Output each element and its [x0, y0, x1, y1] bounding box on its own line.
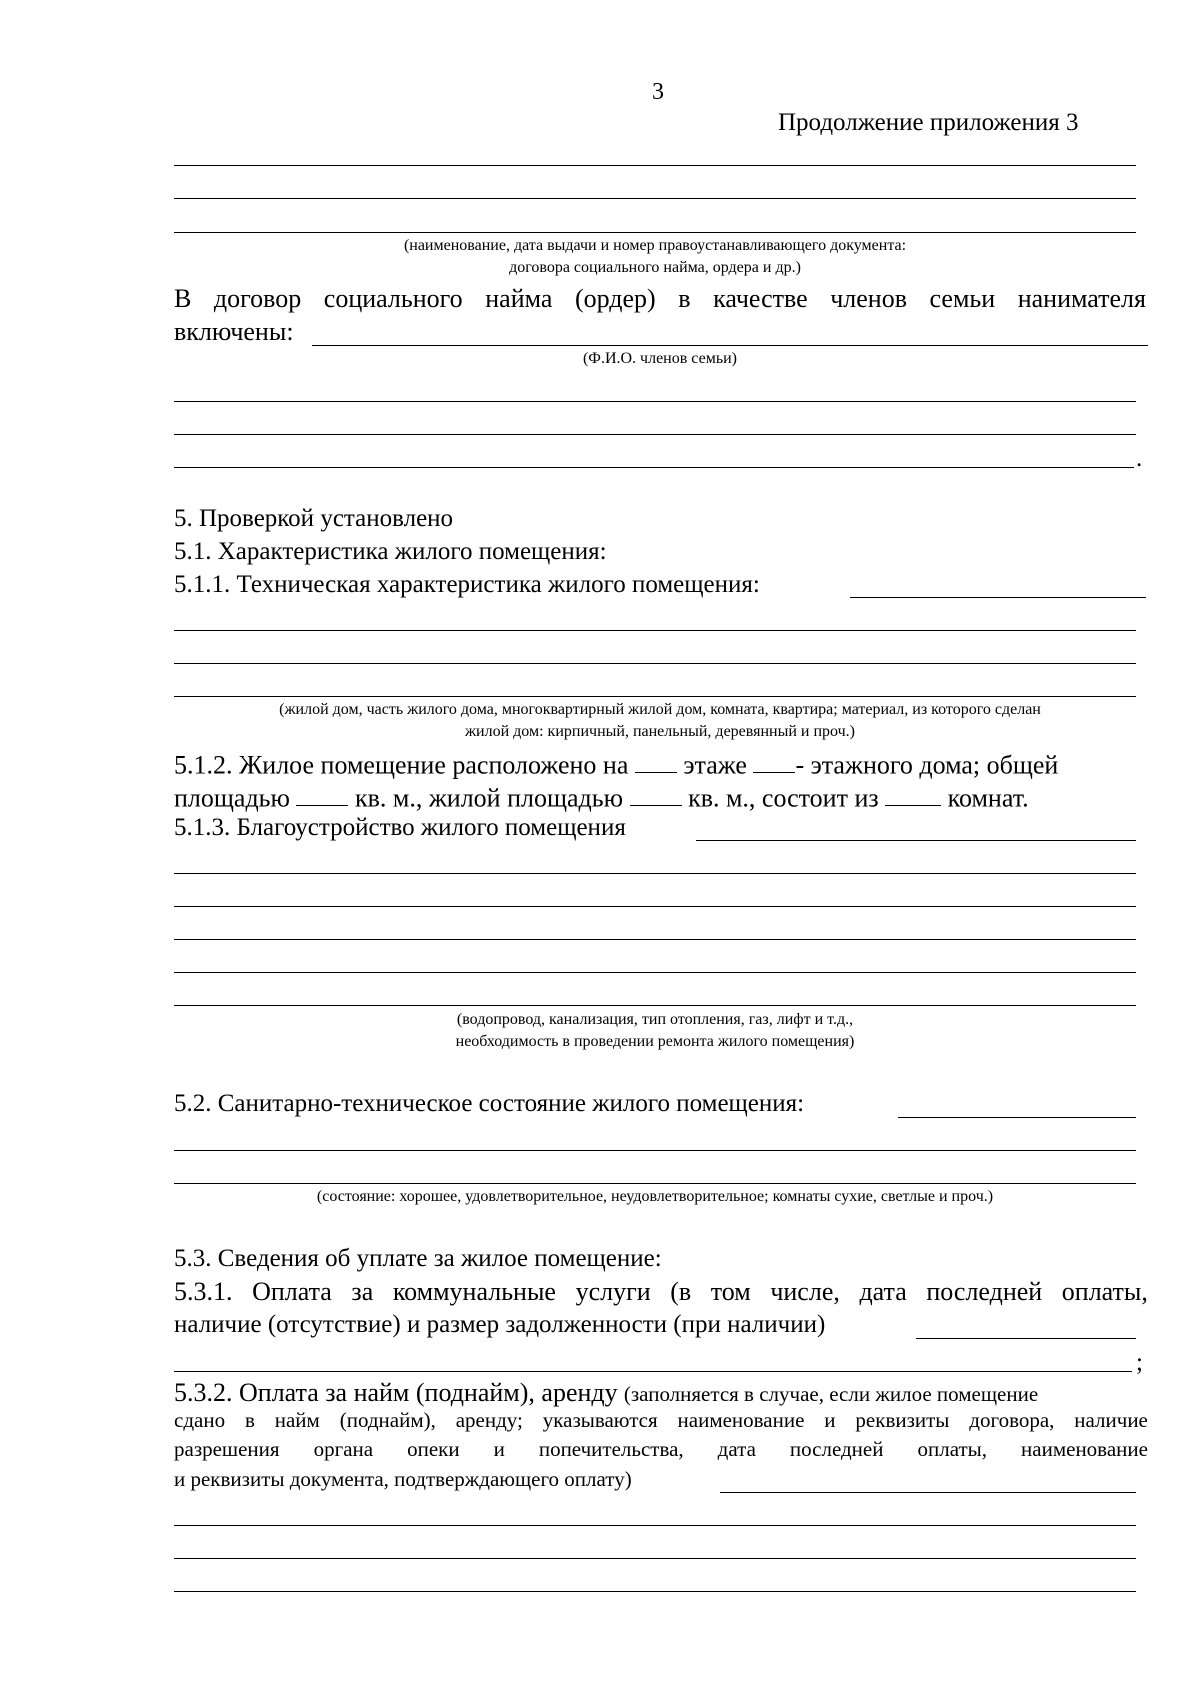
fill-line [174, 630, 1136, 631]
amenities-caption-line1: (водопровод, канализация, тип отопления, газ, лифт и т.д., [456, 1011, 854, 1028]
fill-line [174, 232, 1136, 233]
fill-line [174, 467, 1134, 468]
document-caption-line1: (наименование, дата выдачи и номер правоустанавливающего документа: [403, 237, 907, 254]
fill-line [174, 1558, 1136, 1559]
fill-line [850, 597, 1146, 598]
section5-2-title: 5.2. Санитарно-техническое состояние жилого помещения: [174, 1090, 805, 1117]
section5-3-1-line1: 5.3.1. Оплата за коммунальные услуги (в том числе, дата последней оплаты, [174, 1277, 1148, 1306]
fill-line [312, 345, 1148, 346]
fill-line [174, 906, 1136, 907]
section5-3-2-line2: сдано в найм (поднайм), аренду; указываются наименование и реквизиты договора, наличие [174, 1408, 1148, 1432]
fill-line [174, 696, 1136, 697]
fill-line [174, 165, 1136, 166]
section5-title: 5. Проверкой установлено [174, 505, 454, 532]
total-area-blank [296, 782, 348, 806]
end-period: . [1136, 445, 1143, 472]
included-label: включены: [174, 317, 294, 346]
fill-line [696, 840, 1136, 841]
section5-1-2-line1: 5.1.2. Жилое помещение расположено на этаже - этажного дома; общей [174, 750, 1059, 780]
fill-line [174, 1371, 1132, 1372]
end-semicolon: ; [1136, 1349, 1143, 1376]
floors-total-blank [753, 749, 795, 773]
fill-line [174, 1591, 1136, 1592]
section5-1-2-line2: площадью кв. м., жилой площадью кв. м., состоит из комнат. [174, 783, 1029, 813]
family-caption: (Ф.И.О. членов семьи) [582, 350, 738, 367]
fill-line [174, 1150, 1136, 1151]
technical-caption-line2: жилой дом: кирпичный, панельный, деревянный и проч.) [464, 723, 855, 740]
fill-line [174, 663, 1136, 664]
family-intro-line: В договор социального найма (ордер) в качестве членов семьи нанимателя [174, 284, 1146, 313]
fill-line [174, 972, 1136, 973]
fill-line [174, 873, 1136, 874]
fill-line [916, 1338, 1136, 1339]
fill-line [720, 1492, 1136, 1493]
amenities-caption-line2: необходимость в проведении ремонта жилого помещения) [455, 1033, 855, 1050]
fill-line [174, 434, 1136, 435]
fill-line [174, 1183, 1136, 1184]
fill-line [174, 198, 1136, 199]
technical-caption-line1: (жилой дом, часть жилого дома, многоквартирный жилой дом, комната, квартира; материал, из которого сделан [279, 701, 1041, 718]
fill-line [174, 1525, 1136, 1526]
fill-line [174, 939, 1136, 940]
section5-3-title: 5.3. Сведения об уплате за жилое помещение: [174, 1245, 662, 1272]
section5-3-1-line2: наличие (отсутствие) и размер задолженности (при наличии) [174, 1311, 826, 1338]
living-area-blank [630, 782, 682, 806]
rooms-blank [885, 782, 941, 806]
continuation-label: Продолжение приложения 3 [778, 109, 1079, 136]
fill-line [898, 1117, 1136, 1118]
section5-3-2-line1: 5.3.2. Оплата за найм (поднайм), аренду (заполняется в случае, если жилое помещение [174, 1378, 1039, 1407]
section5-1-1-title: 5.1.1. Техническая характеристика жилого помещения: [174, 571, 760, 598]
section5-3-2-line3: разрешения органа опеки и попечительства, дата последней оплаты, наименование [174, 1437, 1148, 1461]
fill-line [174, 401, 1136, 402]
section5-1-title: 5.1. Характеристика жилого помещения: [174, 538, 607, 565]
sanitary-caption: (состояние: хорошее, удовлетворительное, неудовлетворительное; комнаты сухие, светлые и проч.) [316, 1188, 994, 1205]
fill-line [174, 1005, 1136, 1006]
page-number: 3 [652, 79, 664, 105]
section5-3-2-line4: и реквизиты документа, подтверждающего оплату) [174, 1467, 632, 1491]
document-caption-line2: договора социального найма, ордера и др.) [509, 259, 801, 276]
section5-1-3-title: 5.1.3. Благоустройство жилого помещения [174, 814, 626, 841]
floor-blank [635, 749, 677, 773]
